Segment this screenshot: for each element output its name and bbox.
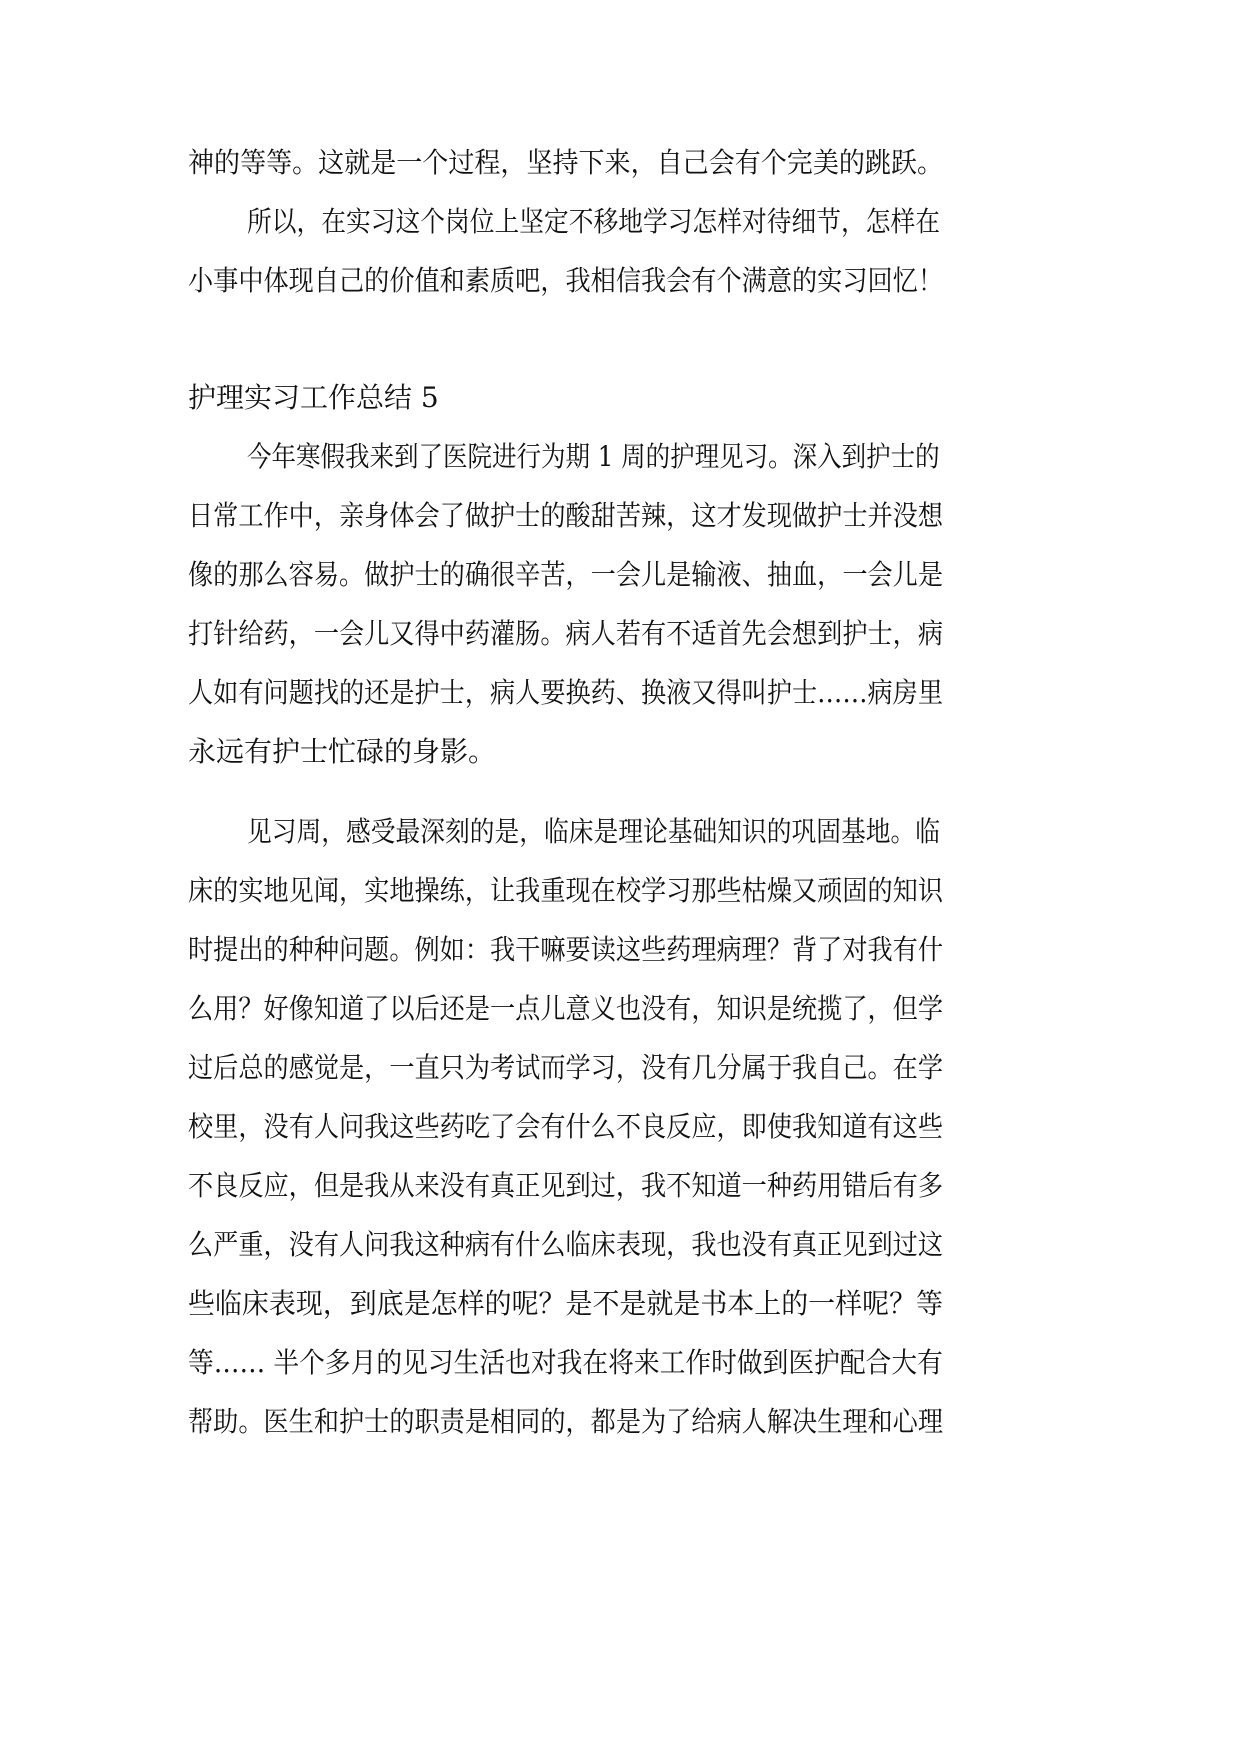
text-line: 见习周，感受最深刻的是，临床是理论基础知识的巩固基地。临 — [247, 815, 941, 848]
text-line: 等…… 半个多月的见习生活也对我在将来工作时做到医护配合大有 — [188, 1346, 943, 1379]
text-line: 人如有问题找的还是护士，病人要换药、换液又得叫护士……病房里 — [188, 676, 944, 709]
text-line: 么严重，没有人问我这种病有什么临床表现，我也没有真正见到过这 — [188, 1228, 944, 1261]
text-line: 些临床表现，到底是怎样的呢？是不是就是书本上的一样呢？等 — [188, 1287, 944, 1320]
text-line: 么用？好像知道了以后还是一点儿意义也没有，知识是统揽了，但学 — [188, 992, 944, 1025]
text-line: 今年寒假我来到了医院进行为期 1 周的护理见习。深入到护士的 — [247, 440, 940, 473]
section-heading: 护理实习工作总结 5 — [188, 381, 439, 414]
text-line: 日常工作中，亲身体会了做护士的酸甜苦辣，这才发现做护士并没想 — [188, 499, 944, 532]
text-line: 床的实地见闻，实地操练，让我重现在校学习那些枯燥又顽固的知识 — [188, 874, 944, 907]
text-line: 时提出的种种问题。例如：我干嘛要读这些药理病理？背了对我有什 — [188, 933, 944, 966]
text-line: 帮助。医生和护士的职责是相同的，都是为了给病人解决生理和心理 — [188, 1405, 944, 1438]
text-line: 所以，在实习这个岗位上坚定不移地学习怎样对待细节，怎样在 — [247, 205, 941, 238]
text-line: 永远有护士忙碌的身影。 — [188, 735, 497, 768]
text-line: 神的等等。这就是一个过程，坚持下来，自己会有个完美的跳跃。 — [188, 146, 944, 179]
text-line: 过后总的感觉是，一直只为考试而学习，没有几分属于我自己。在学 — [188, 1051, 944, 1084]
text-line: 像的那么容易。做护士的确很辛苦，一会儿是输液、抽血，一会儿是 — [188, 558, 944, 591]
text-line: 打针给药，一会儿又得中药灌肠。病人若有不适首先会想到护士，病 — [188, 617, 944, 650]
text-line: 小事中体现自己的价值和素质吧，我相信我会有个满意的实习回忆！ — [188, 264, 944, 297]
text-line: 校里，没有人问我这些药吃了会有什么不良反应，即使我知道有这些 — [188, 1110, 944, 1143]
text-line: 不良反应，但是我从来没有真正见到过，我不知道一种药用错后有多 — [188, 1169, 944, 1202]
